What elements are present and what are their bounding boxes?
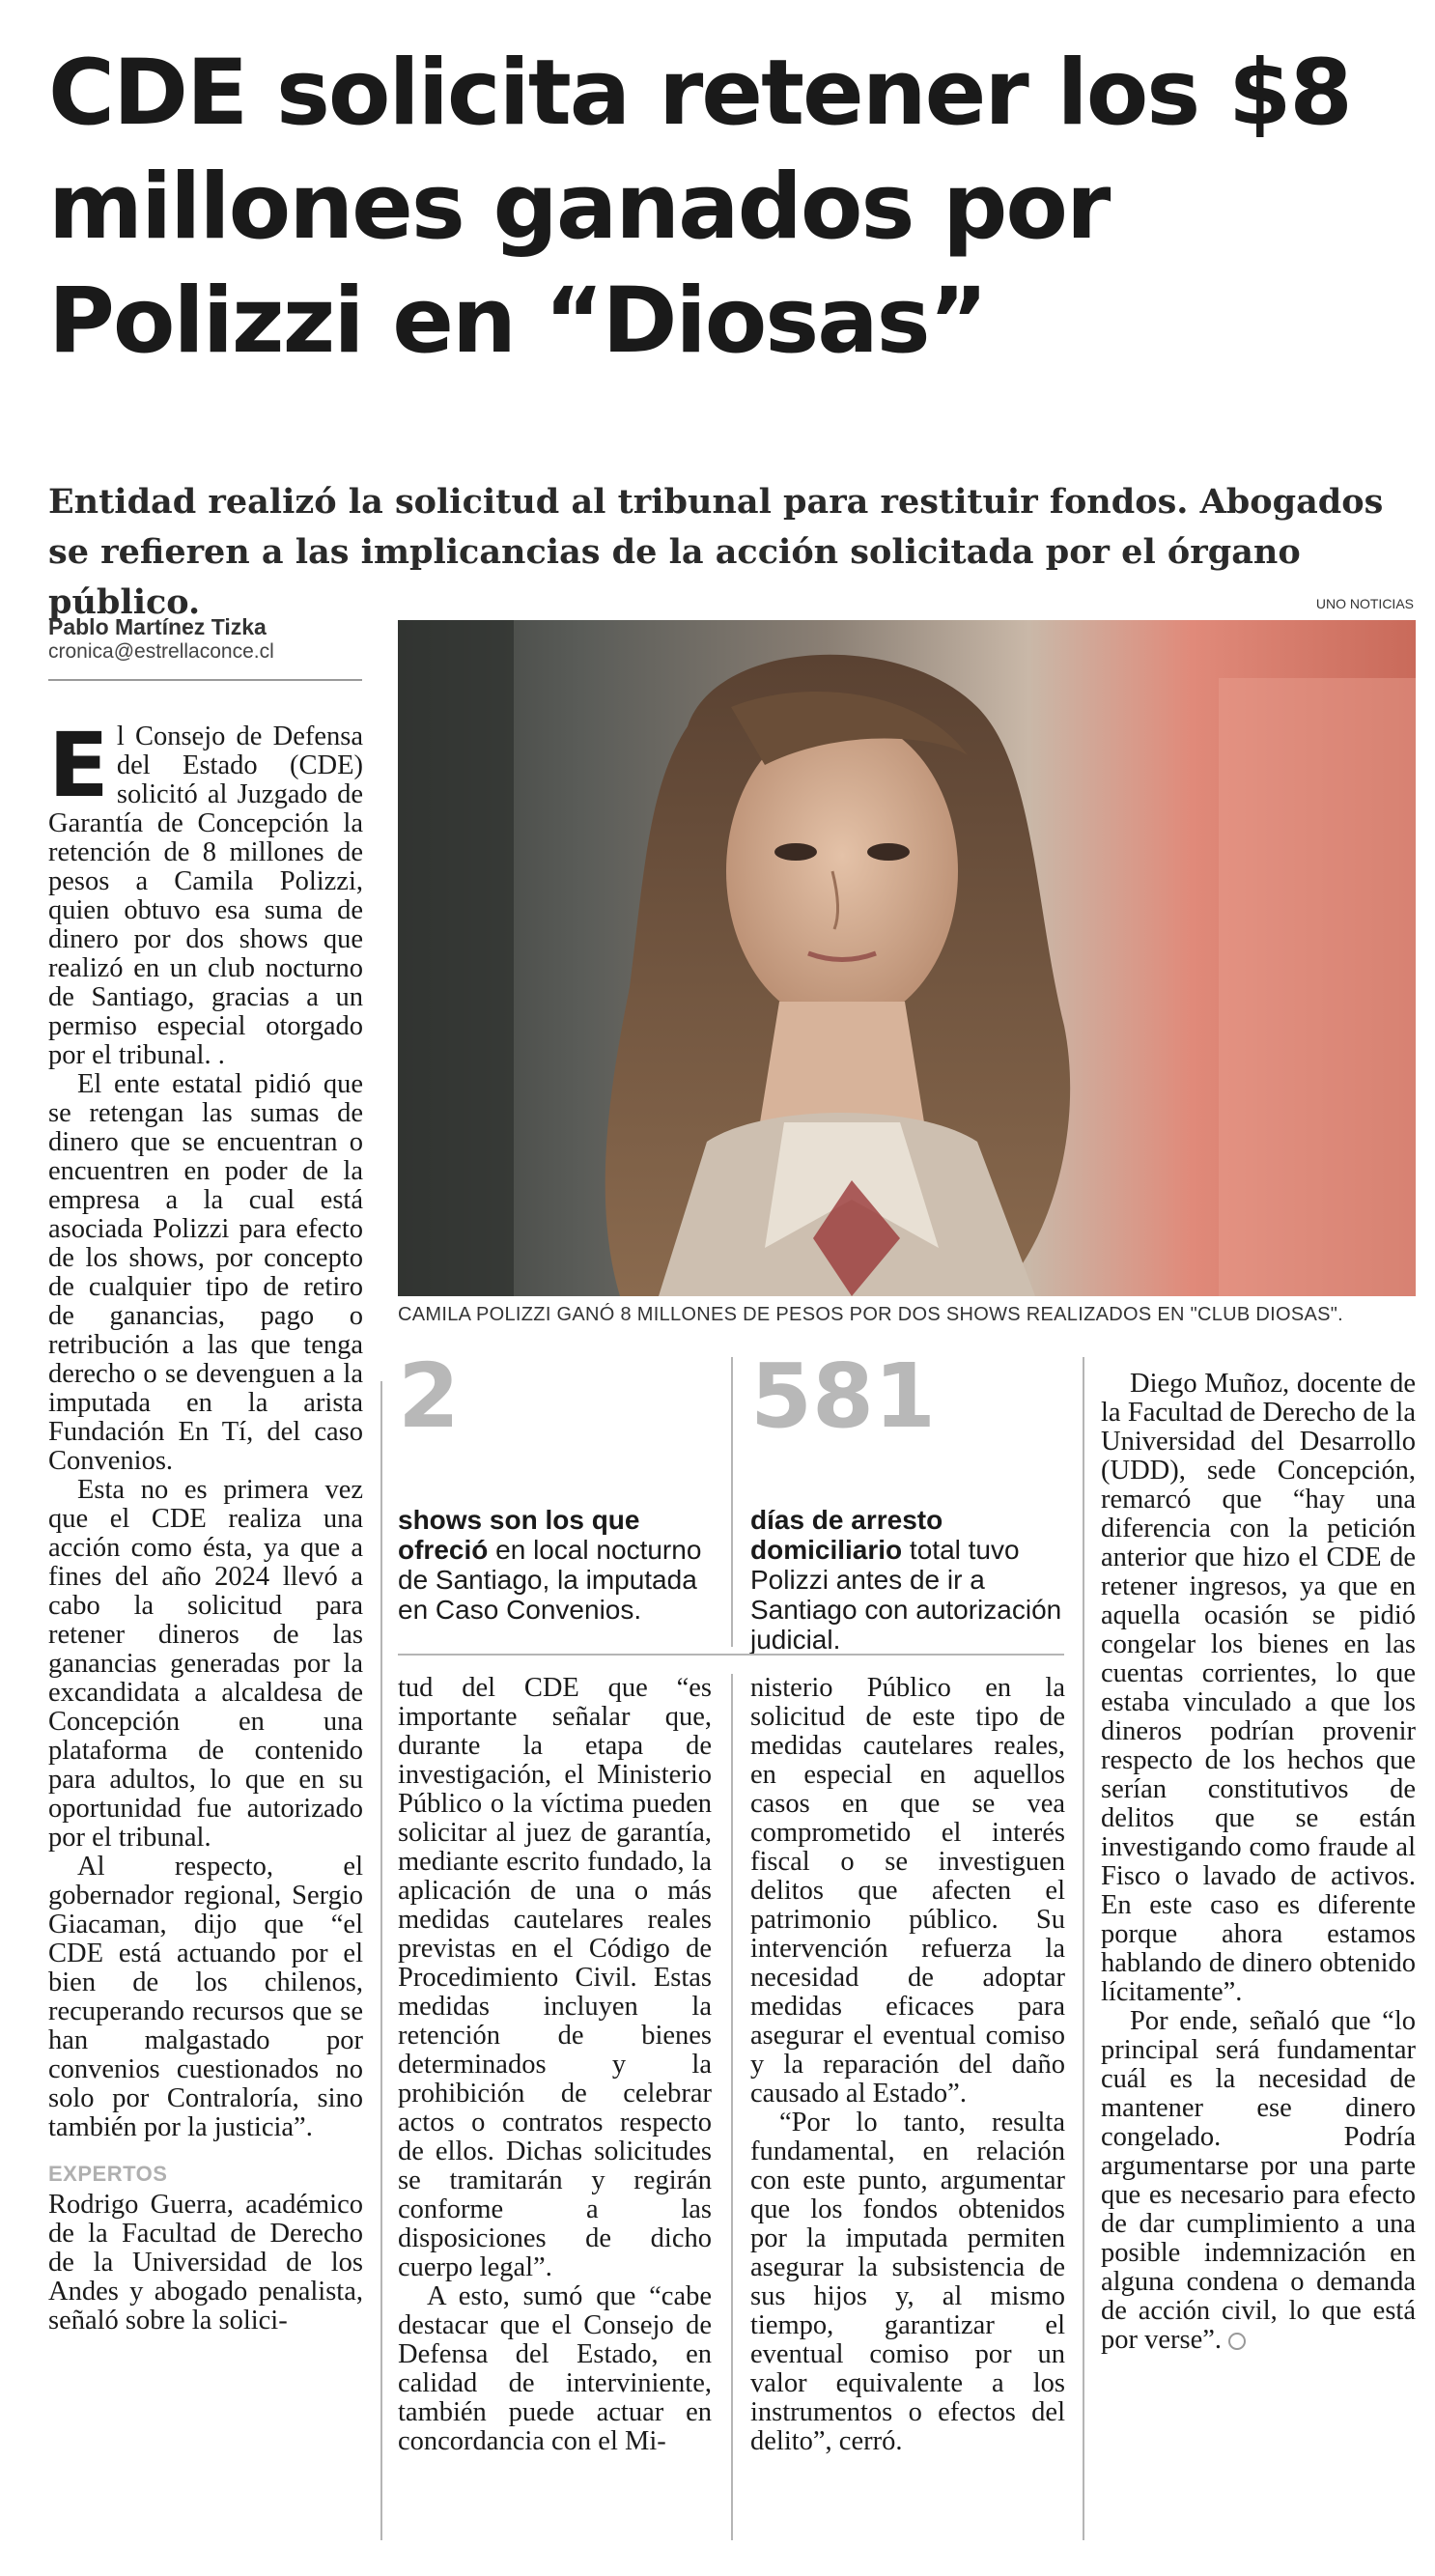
body-paragraph-1: El Consejo de Defensa del Estado (CDE) solicitó al Juzgado de Garantía de Concepción la retención de 8 millones de pesos a Camila Polizzi, quien obtuvo esa suma de dinero por dos shows que realizó en un club nocturno de Santiago, gracias a un permiso especial otorgado por el tribunal. . (48, 714, 363, 1070)
body-paragraph-9: Por ende, señaló que “lo principal será fundamentar cuál es la necesidad de mantener ese dinero congelado. Podría argumentarse por una parte que es necesario para efecto de dar cumplimiento a una posible indemnización en alguna condena o demanda de acción civil, lo que está por verse”. (1101, 2006, 1416, 2355)
stat-divider (731, 1357, 733, 1647)
byline-divider (48, 679, 362, 681)
photo-caption: CAMILA POLIZZI GANÓ 8 MILLONES DE PESOS POR DOS SHOWS REALIZADOS EN "CLUB DIOSAS". (398, 1304, 1344, 1325)
column-divider-3 (1083, 1357, 1084, 2540)
section-subhead: EXPERTOS (48, 2162, 168, 2186)
body-paragraph-7: “Por lo tanto, resulta fundamental, en relación con este punto, argumentar que los fondos obtenidos por la imputada permiten asegurar la subsistencia de sus hijos y, al mismo tiempo, garantizar el eventual comiso por un valor equivalente a los instrumentos o efectos del delito”, cerró. (750, 2108, 1065, 2456)
body-column-2 (398, 1674, 712, 2456)
body-paragraph-6a: A esto, sumó que “cabe destacar que el Consejo de Defensa del Estado, en calidad de interviniente, también puede actuar en concordancia con el Mi- (398, 2281, 712, 2456)
body-paragraph-6b: nisterio Público en la solicitud de este tipo de medidas cautelares reales, en especial en aquellos casos en que se vea comprometido el interés fiscal o se investiguen delitos que afecten el patrimonio público. Su intervención refuerza la necesidad de adoptar medidas eficaces para asegurar el eventual comiso y la reparación del daño causado al Estado”. (750, 1673, 1065, 2109)
body-column-4 (1101, 1370, 1416, 2355)
stat-description: shows son los que ofreció en local nocturno de Santiago, la imputada en Caso Convenios. (398, 1505, 702, 1625)
stat-box-1 (398, 1345, 712, 1625)
photo-credit: UNO NOTICIAS (1315, 596, 1414, 611)
stat-description: días de arresto domiciliario total tuvo Polizzi antes de ir a Santiago con autorización judicial. (750, 1505, 1062, 1655)
end-mark-icon (1228, 2333, 1246, 2350)
body-paragraph-2: El ente estatal pidió que se retengan las sumas de dinero que se encuentran o encuentren en poder de la empresa a la cual está asociada Polizzi para efecto de los shows, por concepto de cualquier tipo de retiro de ganancias, pago o retribución a las que tenga derecho o se devenguen a la imputada en la arista Fundación En Tí, del caso Convenios. (48, 1069, 363, 1476)
author-name: Pablo Martínez Tizka (48, 614, 267, 639)
headline: CDE solicita retener los $8 millones ganados por Polizzi en “Diosas” (48, 41, 1351, 374)
stat-box-rule (398, 1654, 1064, 1656)
dropcap: E (48, 714, 109, 817)
stat-box-2 (750, 1345, 1064, 1655)
author-email[interactable]: cronica@estrellaconce.cl (48, 640, 274, 663)
article-photo (398, 620, 1416, 1296)
stat-number: 581 (750, 1345, 937, 1448)
body-paragraph-3: Esta no es primera vez que el CDE realiza una acción como ésta, ya que a fines del año 2024 llevó a cabo la solicitud para retener dineros de las ganancias generadas por la excandidata a alcaldesa de Concepción en una plataforma de contenido para adultos, lo que en su oportunidad fue autorizado por el tribunal. (48, 1475, 363, 1853)
column-divider-2 (731, 1674, 733, 2540)
body-column-3 (750, 1674, 1065, 2456)
deck-subtitle: Entidad realizó la solicitud al tribunal para restituir fondos. Abogados se refieren a las implicancias de la acción solicitada por el órgano público. (48, 482, 1384, 622)
body-column-1 (48, 714, 363, 2335)
body-paragraph-4: Al respecto, el gobernador regional, Sergio Giacaman, dijo que “el CDE está actuando por el bien de los chilenos, recuperando recursos que se han malgastado por convenios cuestionados no solo por Contraloría, sino también por la justicia”. (48, 1852, 363, 2142)
body-paragraph-5a: Rodrigo Guerra, académico de la Facultad de Derecho de la Universidad de los Andes y abogado penalista, señaló sobre la solici- (48, 2190, 363, 2335)
column-divider-1 (380, 1381, 382, 2540)
stat-number: 2 (398, 1345, 461, 1448)
body-paragraph-5b: tud del CDE que “es importante señalar que, durante la etapa de investigación, el Ministerio Público o la víctima pueden solicitar al juez de garantía, mediante escrito fundado, la aplicación de una o más medidas cautelares reales previstas en el Código de Procedimiento Civil. Estas medidas incluyen la retención de bienes determinados y la prohibición de celebrar actos o contratos respecto de ellos. Dichas solicitudes se tramitarán y regirán conforme a las disposiciones de dicho cuerpo legal”. (398, 1673, 712, 2282)
body-paragraph-8: Diego Muñoz, docente de la Facultad de Derecho de la Universidad del Desarrollo (UDD), sede Concepción, remarcó que “hay una diferencia con la petición anterior que hizo el CDE de retener ingresos, ya que en aquella ocasión se pidió congelar los bienes en las cuentas corrientes, lo que estaba vinculado a que los dineros podrían provenir respecto de los hechos que serían constitutivos de delitos que se están investigando como fraude al Fisco o lavado de activos. En este caso es diferente porque ahora estamos hablando de dinero obtenido lícitamente”. (1101, 1369, 1416, 2007)
